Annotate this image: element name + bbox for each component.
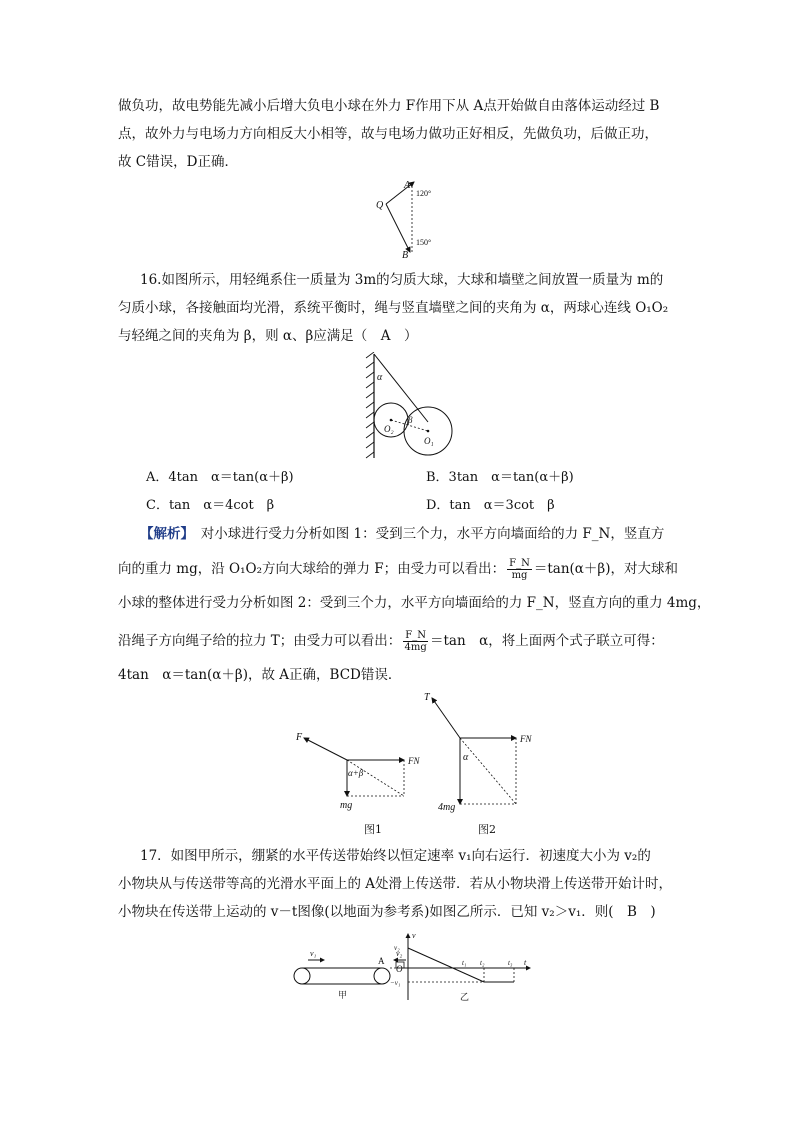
figure-yi-vt-graph (388, 930, 536, 1004)
label-o1: O₁ (424, 436, 434, 446)
analysis-text-4b: ＝tan α，将上面两个式子联立可得： (430, 633, 664, 649)
yi-caption: 乙 (460, 992, 470, 1002)
diagram1-f: F (296, 732, 303, 743)
label-b: B (402, 250, 409, 260)
analysis-line-2 (118, 558, 678, 581)
analysis-text-4a: 沿绳子方向绳子给的拉力 T；由受力可以看出： (118, 633, 402, 649)
yi-t3: t₃ (508, 959, 513, 967)
yi-v: v (412, 931, 416, 940)
intro-line-1: 做负功，故电势能先减小后增大负电小球在外力 F作用下从 A点开始做自由落体运动经过 B (118, 98, 660, 114)
label-o2: O₂ (384, 424, 394, 434)
label-q: Q (376, 200, 384, 211)
analysis-text-2a: 向的重力 mg，沿 O₁O₂方向大球给的弹力 F；由受力可以看出： (118, 561, 506, 577)
jia-v2: v₂ (396, 949, 403, 958)
q17-line-2: 小物块从与传送带等高的光滑水平面上的 A处滑上传送带．若从小物块滑上传送带开始计时， (118, 876, 673, 892)
angle-150: 150° (416, 238, 432, 247)
fraction-2-den: 4mg (404, 642, 427, 653)
angle-120: 120° (416, 189, 432, 198)
yi-t: t (524, 958, 527, 967)
diagram2-fn: FN (520, 734, 532, 744)
intro-line-3: 故 C错误，D正确． (118, 154, 238, 170)
caption-fig2: 图2 (478, 823, 496, 836)
yi-o: O (396, 964, 403, 974)
diagram1-mg: mg (340, 800, 353, 811)
q17-line-1: 17．如图甲所示，绷紧的水平传送带始终以恒定速率 v₁向右运行．初速度大小为 v₂的 (140, 848, 651, 864)
yi-neg-v1: −v₁ (390, 979, 401, 987)
intro-line-2: 点，故外力与电场力方向相反大小相等，故与电场力做功正好相反，先做负功，后做正功， (118, 126, 658, 142)
jia-a: A (378, 956, 385, 966)
jia-v1: v₁ (310, 949, 317, 958)
analysis-tag: 【解析】 (140, 526, 188, 542)
option-a: A．4tan α＝tan(α＋β) (146, 470, 294, 485)
analysis-text-2b: ＝tan(α＋β)，对大球和 (533, 561, 678, 577)
yi-t1: t₁ (462, 959, 467, 967)
option-d: D．tan α＝3cot β (426, 498, 555, 513)
analysis-line-3: 小球的整体进行受力分析如图 2：受到三个力，水平方向墙面给的力 F_N，竖直方向的重力 4mg， (118, 595, 711, 611)
diagram1-angle: α+β (348, 768, 364, 778)
figure-balls-wall (360, 352, 460, 462)
caption-fig1: 图1 (364, 823, 382, 836)
fraction-1-num: F_N (509, 558, 530, 569)
label-beta: β (408, 415, 413, 425)
q16-line-1: 16.如图所示，用轻绳系住一质量为 3m的匀质大球，大球和墙壁之间放置一质量为 m的 (140, 272, 664, 288)
force-diagram-1 (292, 724, 432, 814)
option-c: C．tan α＝4cot β (146, 498, 275, 513)
analysis-text-1: 对小球进行受力分析如图 1：受到三个力，水平方向墙面给的力 F_N，竖直方 (187, 526, 665, 542)
q16-line-2: 匀质小球，各接触面均光滑，系统平衡时，绳与竖直墙壁之间的夹角为 α，两球心连线 O₁O₂ (118, 300, 669, 316)
figure-q-force-triangle (360, 178, 440, 260)
label-a: A (404, 180, 411, 191)
diagram2-t: T (424, 692, 430, 703)
fraction-1 (507, 558, 532, 581)
diagram2-alpha: α (463, 752, 469, 763)
diagram2-mg: 4mg (438, 802, 456, 813)
force-diagram-2 (420, 688, 540, 816)
label-alpha: α (377, 372, 383, 383)
yi-v2: v₂ (394, 944, 400, 952)
diagram1-fn: FN (408, 756, 420, 766)
fraction-2-num: F_N (405, 630, 426, 641)
q17-line-3: 小物块在传送带上运动的 v－t图像(以地面为参考系)如图乙所示．已知 v₂＞v₁．则( B ) (118, 904, 656, 920)
jia-caption: 甲 (338, 990, 348, 1000)
yi-t2: t₂ (480, 959, 485, 967)
q16-line-3: 与轻绳之间的夹角为 β，则 α、β应满足（ A ） (118, 328, 418, 344)
fraction-1-den: mg (511, 570, 528, 581)
analysis-line-5: 4tan α＝tan(α＋β)，故 A正确，BCD错误． (118, 667, 402, 683)
analysis-line-4 (118, 630, 664, 653)
analysis-line-1 (140, 525, 664, 543)
option-b: B．3tan α＝tan(α＋β) (426, 470, 574, 485)
fraction-2 (403, 630, 428, 653)
